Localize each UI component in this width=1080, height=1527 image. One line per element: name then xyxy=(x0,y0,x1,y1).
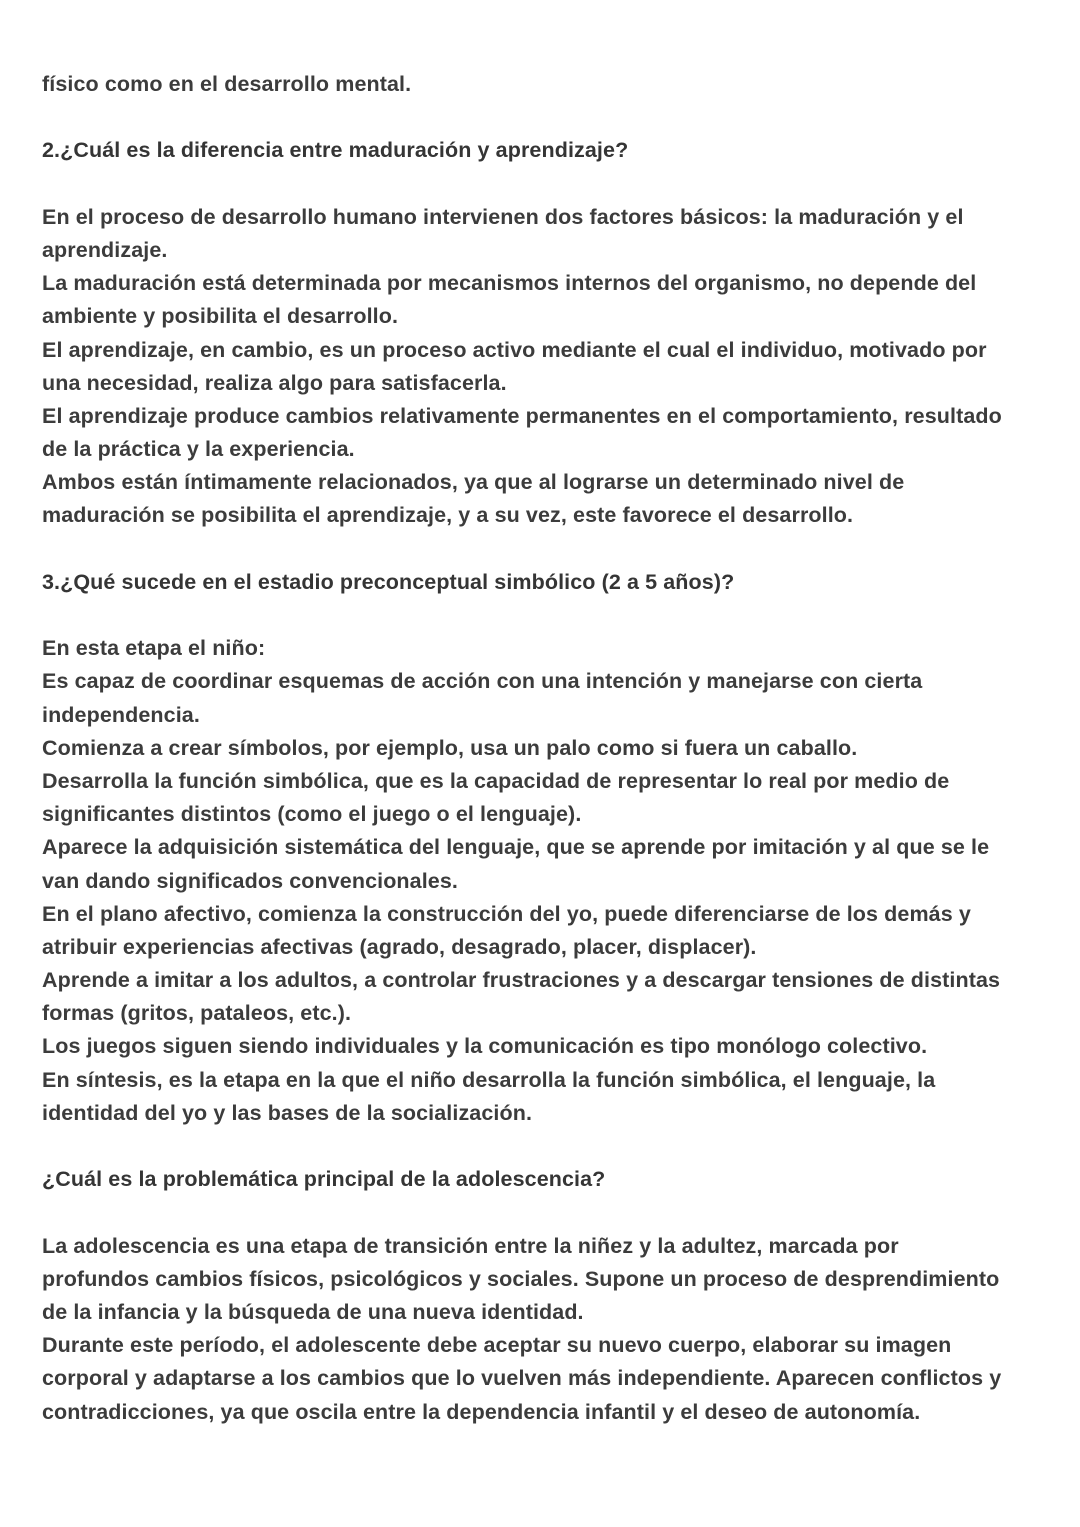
text-line: Durante este período, el adolescente debe aceptar su nuevo cuerpo, elaborar su imagen xyxy=(42,1333,952,1358)
text-line: profundos cambios físicos, psicológicos y sociales. Supone un proceso de desprendimiento xyxy=(42,1266,1000,1291)
text-line: En esta etapa el niño: xyxy=(42,636,266,661)
text-line: Aparece la adquisición sistemática del lenguaje, que se aprende por imitación y al que se le xyxy=(42,835,990,860)
spacer xyxy=(42,1196,1042,1229)
text-line: van dando significados convencionales. xyxy=(42,868,458,893)
text-line: Comienza a crear símbolos, por ejemplo, usa un palo como si fuera un caballo. xyxy=(42,735,858,760)
text-line: La maduración está determinada por mecanismos internos del organismo, no depende del xyxy=(42,271,977,296)
text-line: físico como en el desarrollo mental. xyxy=(42,72,412,96)
text-line: La adolescencia es una etapa de transición entre la niñez y la adultez, marcada por xyxy=(42,1233,899,1258)
text-line: una necesidad, realiza algo para satisfacerla. xyxy=(42,370,507,395)
text-line: ambiente y posibilita el desarrollo. xyxy=(42,304,399,329)
text-line: de la práctica y la experiencia. xyxy=(42,437,355,462)
spacer xyxy=(42,1130,1042,1163)
intro-paragraph xyxy=(42,68,1042,101)
question-4-answer xyxy=(42,1230,1042,1429)
question-3-answer xyxy=(42,632,1042,1130)
question-4-heading: ¿Cuál es la problemática principal de la adolescencia? xyxy=(42,1167,606,1192)
question-3-heading: 3.¿Qué sucede en el estadio preconceptual simbólico (2 a 5 años)? xyxy=(42,569,735,594)
text-line: Es capaz de coordinar esquemas de acción con una intención y manejarse con cierta xyxy=(42,669,923,694)
text-line: identidad del yo y las bases de la socialización. xyxy=(42,1100,533,1125)
text-line: En síntesis, es la etapa en la que el niño desarrolla la función simbólica, el lenguaje, la xyxy=(42,1067,936,1092)
text-line: independencia. xyxy=(42,702,200,727)
text-line: Desarrolla la función simbólica, que es la capacidad de representar lo real por medio de xyxy=(42,768,950,793)
question-2-heading: 2.¿Cuál es la diferencia entre maduración y aprendizaje? xyxy=(42,138,629,163)
text-line: aprendizaje. xyxy=(42,237,168,262)
text-line: Ambos están íntimamente relacionados, ya que al lograrse un determinado nivel de xyxy=(42,470,905,495)
spacer xyxy=(42,168,1042,201)
text-line: Los juegos siguen siendo individuales y la comunicación es tipo monólogo colectivo. xyxy=(42,1034,928,1059)
text-line: El aprendizaje produce cambios relativamente permanentes en el comportamiento, resultado xyxy=(42,403,1002,428)
text-line: El aprendizaje, en cambio, es un proceso activo mediante el cual el individuo, motivado por xyxy=(42,337,987,362)
text-line: significantes distintos (como el juego o el lenguaje). xyxy=(42,802,582,827)
text-line: En el proceso de desarrollo humano intervienen dos factores básicos: la maduración y el xyxy=(42,204,964,229)
spacer xyxy=(42,101,1042,134)
document-page xyxy=(42,68,1042,1429)
question-2-answer xyxy=(42,201,1042,533)
spacer xyxy=(42,599,1042,632)
spacer xyxy=(42,533,1042,566)
text-line: atribuir experiencias afectivas (agrado, desagrado, placer, displacer). xyxy=(42,934,757,959)
text-line: de la infancia y la búsqueda de una nueva identidad. xyxy=(42,1299,584,1324)
text-line: Aprende a imitar a los adultos, a controlar frustraciones y a descargar tensiones de distintas xyxy=(42,968,1001,993)
text-line: contradicciones, ya que oscila entre la dependencia infantil y el deseo de autonomía. xyxy=(42,1399,921,1424)
text-line: corporal y adaptarse a los cambios que lo vuelven más independiente. Aparecen conflictos y xyxy=(42,1366,1002,1391)
text-line: maduración se posibilita el aprendizaje, y a su vez, este favorece el desarrollo. xyxy=(42,503,854,528)
text-line: formas (gritos, pataleos, etc.). xyxy=(42,1001,352,1026)
text-line: En el plano afectivo, comienza la construcción del yo, puede diferenciarse de los demás y xyxy=(42,901,971,926)
